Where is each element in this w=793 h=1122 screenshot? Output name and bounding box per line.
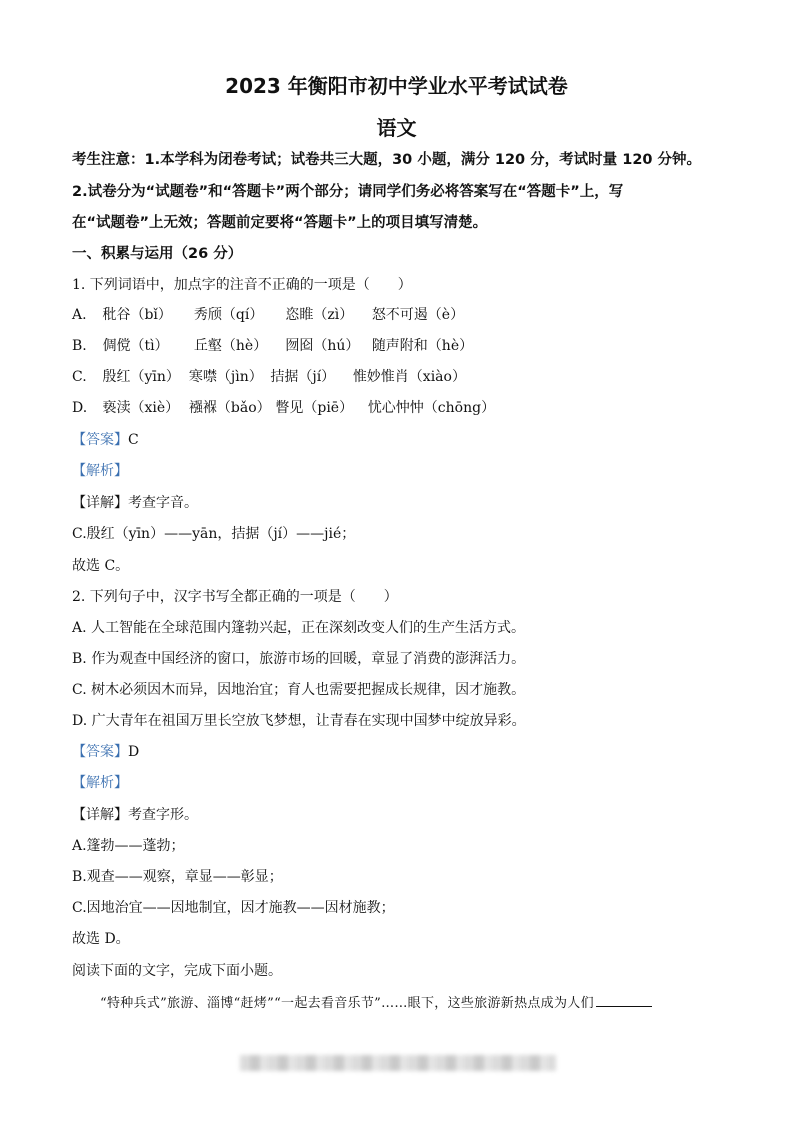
question-2-option-b: B. 作为观查中国经济的窗口，旅游市场的回暖，章显了消费的澎湃活力。 xyxy=(72,651,526,667)
question-2-stem: 2. 下列句子中，汉字书写全都正确的一项是（ ） xyxy=(72,589,398,605)
option-item: 倜傥（tì） xyxy=(102,338,169,354)
section-heading: 一、积累与运用（26 分） xyxy=(72,246,243,262)
question-1-explain: C.殷红（yīn）——yān，拮据（jí）——jié； xyxy=(72,526,356,542)
notice-line-1: 考生注意：1.本学科为闭卷考试；试卷共三大题，30 小题，满分 120 分，考试时量 120 分钟。 xyxy=(72,152,702,168)
subject-title: 语文 xyxy=(376,116,417,140)
question-1-option-a xyxy=(72,305,464,325)
option-label: C. xyxy=(72,369,87,385)
question-1-option-b xyxy=(72,336,473,356)
option-item: 囫囵（hú） xyxy=(285,338,360,354)
question-2-option-a: A. 人工智能在全球范围内篷勃兴起，正在深刻改变人们的生产生活方式。 xyxy=(72,620,526,636)
option-item: 秀颀（qí） xyxy=(193,307,264,323)
question-1-answer xyxy=(72,430,139,450)
question-1-conclusion: 故选 C。 xyxy=(72,558,130,574)
answer-value: D xyxy=(128,744,140,760)
option-label: A. xyxy=(72,307,87,323)
question-1-option-c xyxy=(72,367,466,387)
reading-passage xyxy=(100,992,652,1011)
question-2-conclusion: 故选 D。 xyxy=(72,931,130,947)
option-item: 随声附和（hè） xyxy=(371,338,474,354)
notice-line-2: 2.试卷分为“试题卷”和“答题卡”两个部分；请同学们务必将答案写在“答题卡”上，写 xyxy=(72,184,624,200)
question-2-explain-c: C.因地治宜——因地制宜，因才施教——因材施教； xyxy=(72,900,395,916)
option-item: 亵渎（xiè） xyxy=(102,400,180,416)
option-item: 惟妙惟肖（xiào） xyxy=(352,369,466,385)
answer-tag: 【答案】 xyxy=(72,432,128,448)
exam-title: 2023 年衡阳市初中学业水平考试试卷 xyxy=(225,74,568,98)
question-2-explain-a: A.篷勃——蓬勃； xyxy=(72,838,185,854)
option-item: 襁褓（bǎo） xyxy=(188,400,271,416)
option-item: 恣睢（zì） xyxy=(285,307,354,323)
answer-tag: 【答案】 xyxy=(72,744,128,760)
fill-blank xyxy=(596,994,652,1007)
option-item: 瞥见（piē） xyxy=(275,400,354,416)
option-item: 殷红（yīn） xyxy=(102,369,180,385)
question-2-answer xyxy=(72,742,139,762)
question-2-option-c: C. 树木必须因木而异，因地治宜；育人也需要把握成长规律，因才施教。 xyxy=(72,682,526,698)
option-item: 秕谷（bǐ） xyxy=(102,307,172,323)
option-label: B. xyxy=(72,338,87,354)
question-1-analysis-tag: 【解析】 xyxy=(72,463,128,479)
reading-intro: 阅读下面的文字，完成下面小题。 xyxy=(72,963,282,979)
question-1-detail: 【详解】考查字音。 xyxy=(72,495,198,511)
question-1-stem: 1. 下列词语中，加点字的注音不正确的一项是（ ） xyxy=(72,277,412,293)
option-item: 寒噤（jìn） xyxy=(188,369,263,385)
option-item: 拮据（jí） xyxy=(270,369,336,385)
question-2-option-d: D. 广大青年在祖国万里长空放飞梦想，让青春在实现中国梦中绽放异彩。 xyxy=(72,713,526,729)
question-2-explain-b: B.观查——观察，章显——彰显； xyxy=(72,869,283,885)
question-2-analysis-tag: 【解析】 xyxy=(72,775,128,791)
question-1-option-d xyxy=(72,398,495,418)
option-item: 忧心忡忡（chōng） xyxy=(367,400,496,416)
option-item: 丘壑（hè） xyxy=(193,338,268,354)
blurred-watermark xyxy=(240,1055,556,1071)
answer-value: C xyxy=(128,432,139,448)
option-item: 怒不可遏（è） xyxy=(371,307,465,323)
notice-line-3: 在“试题卷”上无效；答题前定要将“答题卡”上的项目填写清楚。 xyxy=(72,215,488,231)
question-2-detail: 【详解】考查字形。 xyxy=(72,807,198,823)
option-label: D. xyxy=(72,400,88,416)
passage-text: “特种兵式”旅游、淄博“赶烤”“一起去看音乐节”……眼下，这些旅游新热点成为人们 xyxy=(100,996,594,1011)
